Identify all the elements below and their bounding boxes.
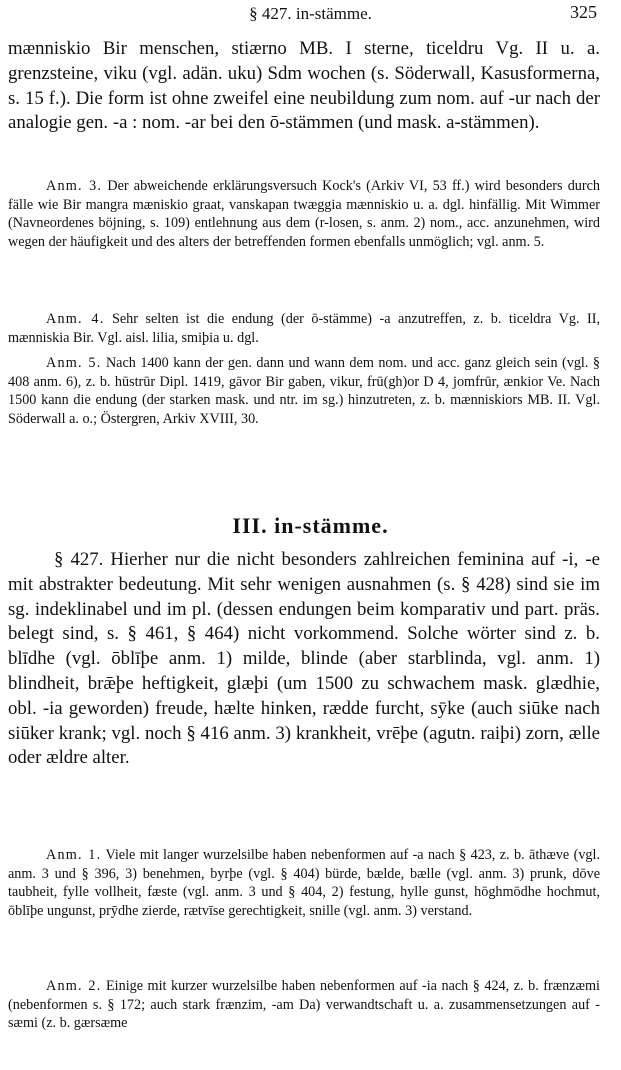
section-heading: III. in-stämme. bbox=[232, 513, 389, 538]
note-text: Der abweichende erklärungsversuch Kock's (Arkiv VI, 53 ff.) wird besonders durch fälle wie Bir mangra mæniskio graat, vanskapan twæggia mænniskio u. a. dgl. hinfällig. Mit Wimmer (Navneordenes böjning, s. 109) entlehnung aus dem (r-losen, s. anm. 2) nom., acc. anzunehmen, wird wegen der häufigkeit und des alters der betreffenden formen ebenfalls unmöglich; vgl. anm. 5. bbox=[8, 178, 600, 250]
note-label: Anm. 3. bbox=[46, 178, 103, 194]
note-anm-3 bbox=[8, 177, 600, 251]
note-text: Nach 1400 kann der gen. dann und wann dem nom. und acc. ganz gleich sein (vgl. § 408 anm. 6), z. b. hūstrūr Dipl. 1419, gāvor Bir gaben, vikur, frū(gh)or D 4, jomfrūr, ænkior Ve. Nach 1500 kann die endung (der starken mask. und ntr. im sg.) hinzutreten, z. b. mænniskiors MB. II. Vgl. Söderwall a. o.; Östergren, Arkiv XVIII, 30. bbox=[8, 355, 600, 427]
note-anm-5 bbox=[8, 354, 600, 428]
note-label: Anm. 4. bbox=[46, 311, 105, 327]
page-number: 325 bbox=[570, 2, 597, 22]
page-header bbox=[0, 2, 621, 24]
running-title: § 427. in-stämme. bbox=[249, 4, 372, 23]
note-text: Einige mit kurzer wurzelsilbe haben nebenformen auf -ia nach § 424, z. b. frænzæmi (nebenformen s. § 172; auch stark frænzim, -am Da) verwandtschaft u. a. zusammensetzungen auf -sæmi (z. b. gærsæme bbox=[8, 978, 600, 1032]
note-anm-4 bbox=[8, 310, 600, 347]
note-anm-2 bbox=[8, 977, 600, 1033]
note-label: Anm. 5. bbox=[46, 355, 102, 371]
note-label: Anm. 1. bbox=[46, 847, 102, 863]
note-text: Viele mit langer wurzelsilbe haben nebenformen auf -a nach § 423, z. b. āthæve (vgl. anm. 3 und § 396, 3) benehmen, byrþe (vgl. § 404) bürde, bælde, bælle (vgl. anm. 3) prunk, dōve taubheit, fylle vollheit, fæste (vgl. anm. 3 und § 404, 2) festung, hylle gunst, hōghmōdhe hochmut, ōblīþe ungunst, prȳdhe zierde, rætvīse gerechtigkeit, snille (vgl. anm. 3) verstand. bbox=[8, 847, 600, 919]
section-paragraph: § 427. Hierher nur die nicht besonders zahlreichen feminina auf -i, -e mit abstrakter bedeutung. Mit sehr wenigen ausnahmen (s. § 428) sind sie im sg. indeklinabel und im pl. (dessen endungen beim komparativ und part. präs. belegt sind, s. § 461, § 464) nicht vorkommend. Solche wörter sind z. b. blīdhe (vgl. ōblīþe anm. 1) milde, blinde (aber starblinda, vgl. anm. 1) blindheit, brǣþe heftigkeit, glæþi (um 1500 zu schwachem mask. glædhie, obl. -ia geworden) freude, hælte hinken, rædde furcht, sȳke (auch siūke nach siūker krank; vgl. noch § 416 anm. 3) krankheit, vrēþe (agutn. raiþi) zorn, ælle oder ældre alter. bbox=[8, 549, 600, 769]
note-label: Anm. 2. bbox=[46, 978, 102, 994]
continued-paragraph: mænniskio Bir menschen, stiærno MB. I sterne, ticeldru Vg. II u. a. grenzsteine, viku (vgl. adän. uku) Sdm wochen (s. Söderwall, Kasusformerna, s. 15 f.). Die form ist ohne zweifel eine neubildung zum nom. auf -ur nach der analogie gen. -a : nom. -ar bei den ō-stämmen (und mask. a-stämmen). bbox=[8, 38, 600, 134]
note-anm-1 bbox=[8, 846, 600, 920]
note-text: Sehr selten ist die endung (der ō-stämme) -a anzutreffen, z. b. ticeldra Vg. II, mænniskia Bir. Vgl. aisl. lilia, smiþia u. dgl. bbox=[8, 311, 601, 346]
